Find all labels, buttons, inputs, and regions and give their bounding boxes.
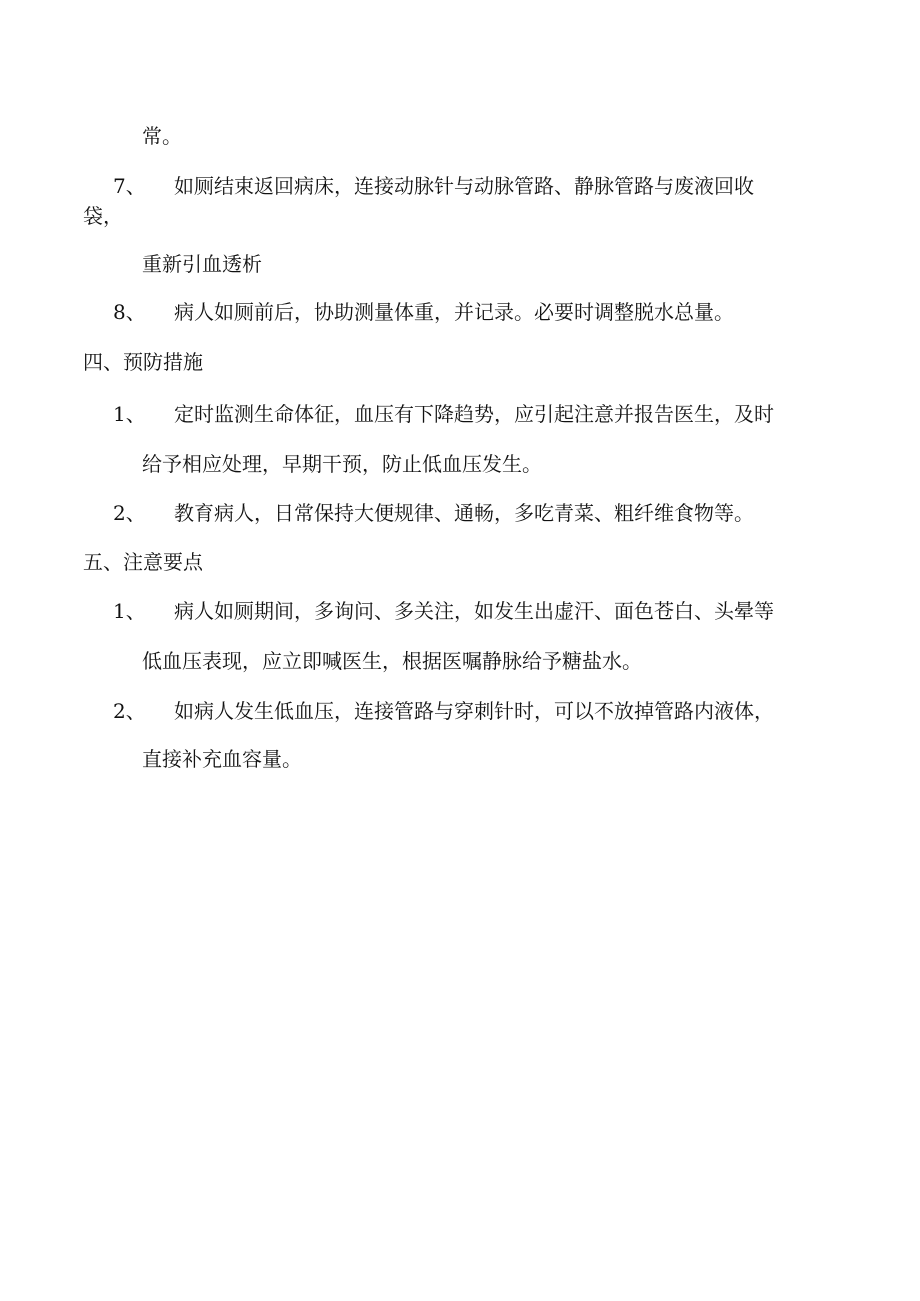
- item-7-number: 7、: [113, 174, 146, 198]
- section-4-item-2-line-1: 教育病人，日常保持大便规律、通畅，多吃青菜、粗纤维食物等。: [174, 501, 754, 525]
- item-8-number: 8、: [113, 300, 146, 324]
- section-4-heading: 四、预防措施: [83, 350, 203, 374]
- continuation-text: 常。: [142, 124, 182, 148]
- section-4-item-1-line-2: 给予相应处理，早期干预，防止低血压发生。: [142, 452, 542, 476]
- section-5-item-2-number: 2、: [113, 699, 146, 723]
- section-5-item-1-line-2: 低血压表现，应立即喊医生，根据医嘱静脉给予糖盐水。: [142, 649, 642, 673]
- item-8-text: 病人如厕前后，协助测量体重，并记录。必要时调整脱水总量。: [174, 300, 734, 324]
- section-5-item-1-number: 1、: [113, 599, 146, 623]
- item-7-line-3: 重新引血透析: [142, 252, 262, 276]
- section-5-item-2-line-1: 如病人发生低血压，连接管路与穿刺针时，可以不放掉管路内液体，: [174, 699, 774, 723]
- section-4-item-2-number: 2、: [113, 501, 146, 525]
- item-7-line-1: 如厕结束返回病床，连接动脉针与动脉管路、静脉管路与废液回收: [174, 174, 754, 198]
- section-4-item-1-line-1: 定时监测生命体征，血压有下降趋势，应引起注意并报告医生，及时: [174, 402, 774, 426]
- item-7-line-2: 袋，: [83, 204, 123, 228]
- section-5-heading: 五、注意要点: [83, 550, 203, 574]
- section-5-item-1-line-1: 病人如厕期间，多询问、多关注，如发生出虚汗、面色苍白、头晕等: [174, 599, 774, 623]
- section-5-item-2-line-2: 直接补充血容量。: [142, 747, 302, 771]
- section-4-item-1-number: 1、: [113, 402, 146, 426]
